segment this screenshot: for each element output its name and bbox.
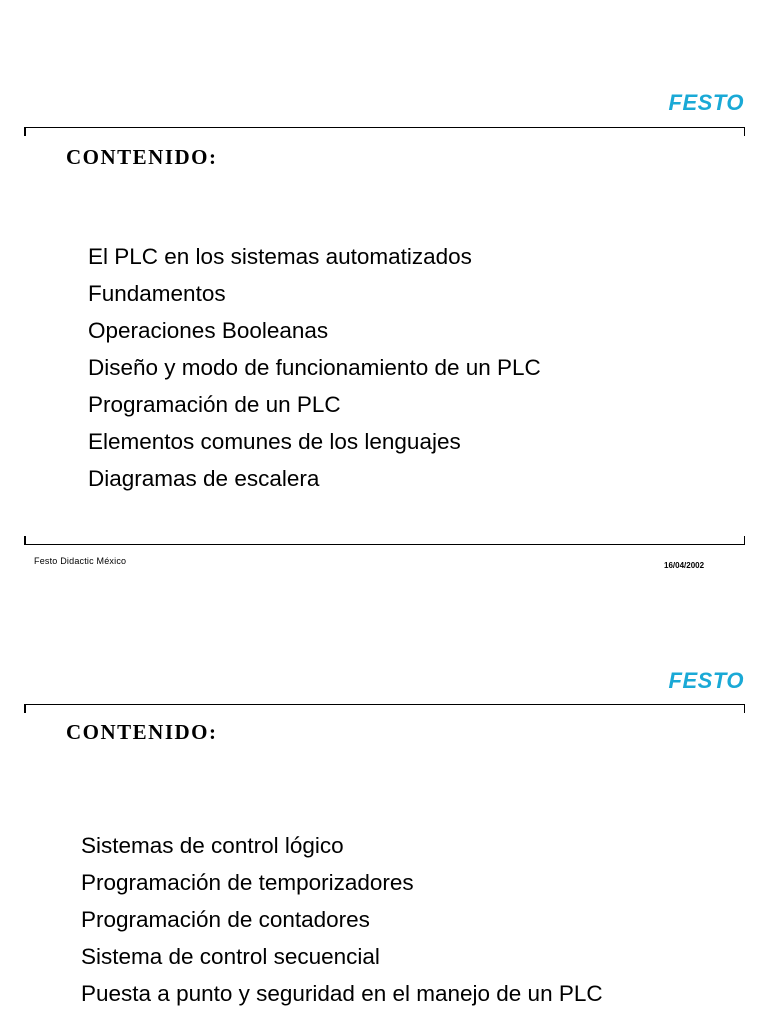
list-item: Puesta a punto y seguridad en el manejo de un PLC [81,981,603,1006]
list-item: Diagramas de escalera [88,466,320,491]
list-item: Sistemas de control lógico [81,833,344,858]
list-item: El PLC en los sistemas automatizados [88,244,472,269]
footer-date: 16/04/2002 [664,561,705,570]
list-item: Sistema de control secuencial [81,944,380,969]
top-rule [24,704,745,705]
list-item: Fundamentos [88,281,226,306]
list-item: Diseño y modo de funcionamiento de un PLC [88,355,541,380]
slide-2 [0,580,768,1024]
content-list [81,827,603,1012]
content-list [88,238,541,497]
top-rule [24,127,745,128]
festo-logo: FESTO [668,90,744,115]
list-item: Programación de contadores [81,907,370,932]
bottom-rule [24,544,745,545]
slide-heading: CONTENIDO: [66,720,218,744]
slide-heading: CONTENIDO: [66,145,218,169]
festo-logo: FESTO [668,668,744,693]
list-item: Programación de temporizadores [81,870,414,895]
list-item: Operaciones Booleanas [88,318,329,343]
list-item: Elementos comunes de los lenguajes [88,429,461,454]
list-item: Programación de un PLC [88,392,341,417]
footer-organization: Festo Didactic México [34,556,127,566]
